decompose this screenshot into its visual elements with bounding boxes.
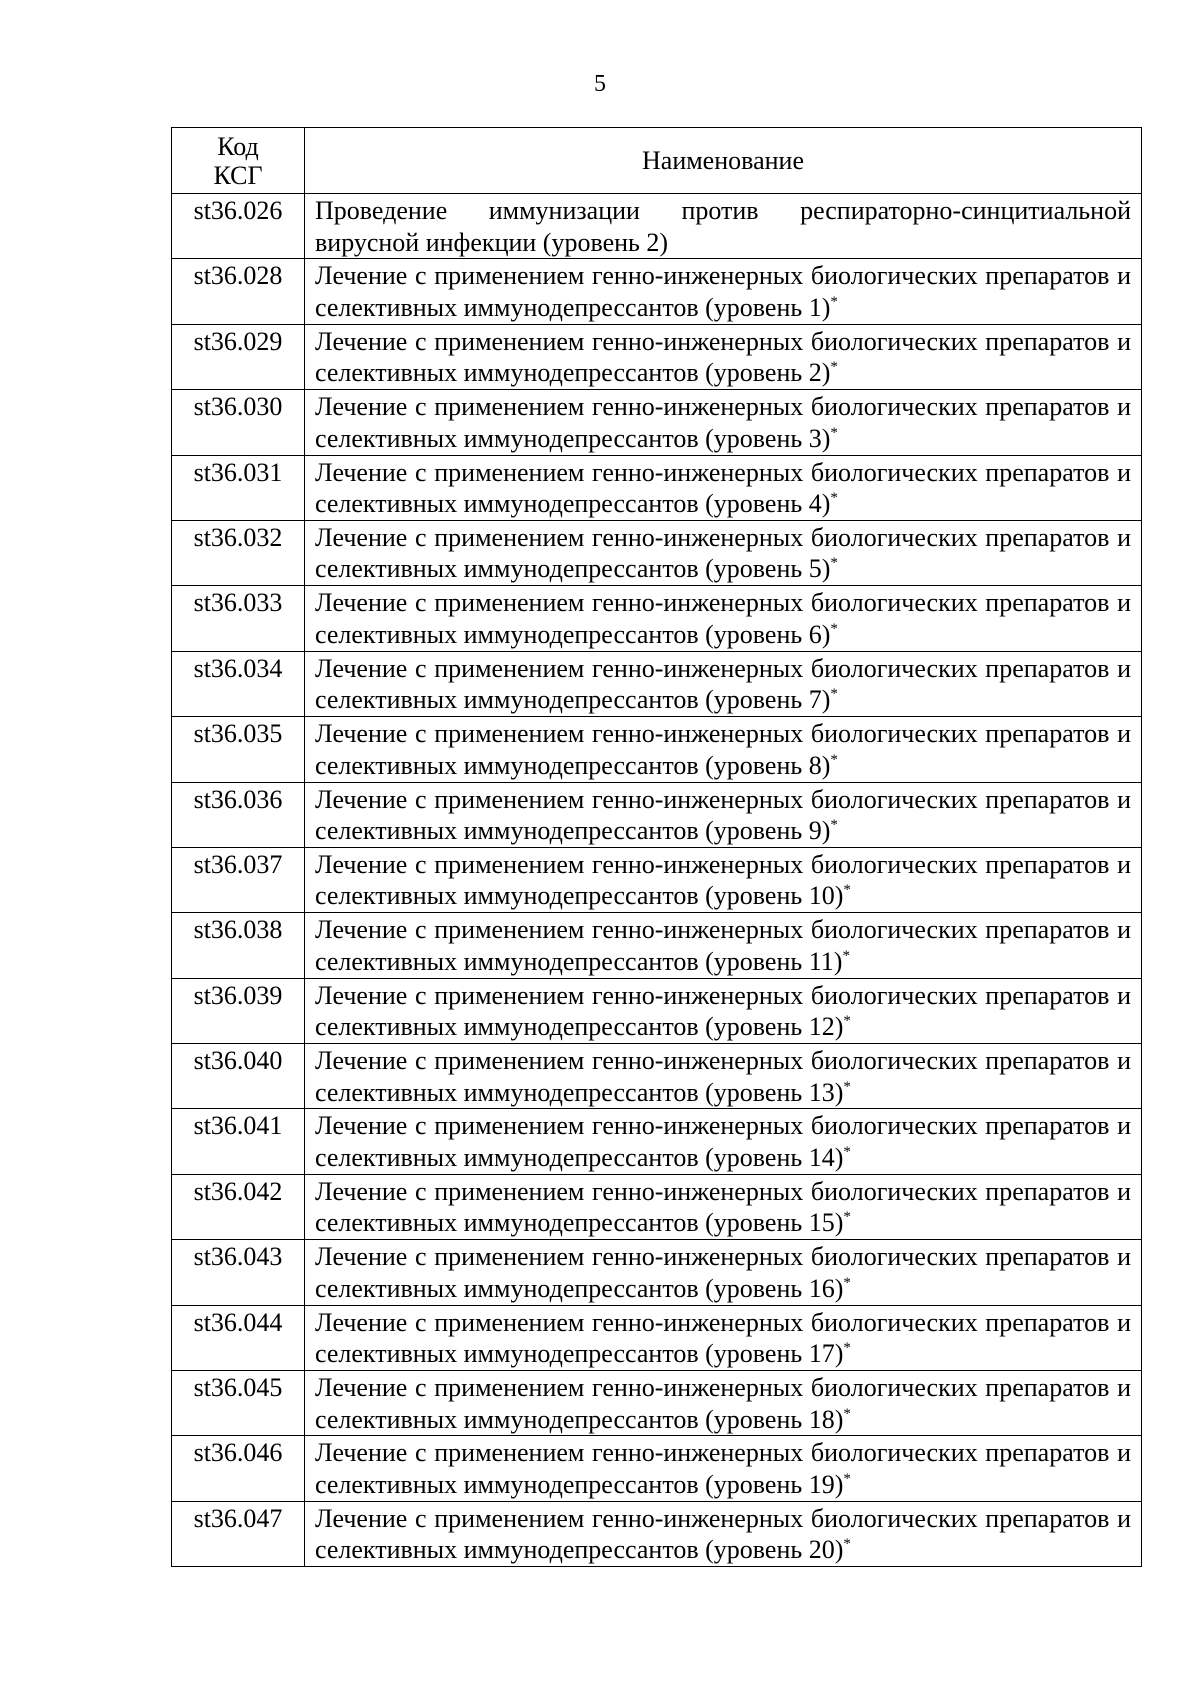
ksg-name-cell (305, 1174, 1142, 1239)
header-name: Наименование (305, 128, 1142, 194)
ksg-code-cell: st36.045 (172, 1371, 305, 1436)
ksg-name-cell (305, 847, 1142, 912)
ksg-name-cell (305, 1240, 1142, 1305)
ksg-name-text: Лечение с применением генно-инженерных биологических препаратов и селективных иммунодепрессантов (уровень 11) (315, 915, 1131, 976)
table-header-row (172, 128, 1142, 194)
ksg-name-cell (305, 717, 1142, 782)
table-row (172, 1436, 1142, 1501)
ksg-code-cell: st36.040 (172, 1044, 305, 1109)
ksg-name-cell (305, 1044, 1142, 1109)
table-row (172, 520, 1142, 585)
header-code-line1: Код (217, 131, 259, 161)
ksg-name-text: Лечение с применением генно-инженерных биологических препаратов и селективных иммунодепрессантов (уровень 16) (315, 1242, 1131, 1303)
ksg-name-cell (305, 390, 1142, 455)
ksg-code-cell: st36.044 (172, 1305, 305, 1370)
footnote-asterisk: * (830, 817, 838, 834)
footnote-asterisk: * (830, 359, 838, 376)
ksg-code-cell: st36.035 (172, 717, 305, 782)
ksg-name-text: Лечение с применением генно-инженерных биологических препаратов и селективных иммунодепрессантов (уровень 6) (315, 588, 1131, 649)
ksg-name-cell (305, 194, 1142, 259)
ksg-name-cell (305, 520, 1142, 585)
page-number: 5 (594, 71, 606, 97)
ksg-name-cell (305, 455, 1142, 520)
footnote-asterisk: * (830, 620, 838, 637)
table-row (172, 586, 1142, 651)
ksg-name-text: Лечение с применением генно-инженерных биологических препаратов и селективных иммунодепрессантов (уровень 9) (315, 784, 1131, 846)
ksg-name-text: Лечение с применением генно-инженерных биологических препаратов и селективных иммунодепрессантов (уровень 19) (315, 1438, 1131, 1499)
ksg-name-text: Лечение с применением генно-инженерных биологических препаратов и селективных иммунодепрессантов (уровень 17) (315, 1307, 1131, 1369)
footnote-asterisk: * (830, 686, 838, 703)
table-row (172, 390, 1142, 455)
table-row (172, 847, 1142, 912)
ksg-name-cell (305, 651, 1142, 716)
table-row (172, 1174, 1142, 1239)
footnote-asterisk: * (843, 1078, 851, 1095)
table-row (172, 913, 1142, 978)
ksg-name-cell (305, 1305, 1142, 1370)
ksg-name-text: Лечение с применением генно-инженерных биологических препаратов и селективных иммунодепрессантов (уровень 3) (315, 392, 1131, 453)
table-row (172, 194, 1142, 259)
ksg-code-cell: st36.046 (172, 1436, 305, 1501)
table-row (172, 782, 1142, 847)
ksg-name-text: Проведение иммунизации против респираторно-синцитиальной вирусной инфекции (уровень 2) (315, 196, 1131, 257)
ksg-name-cell (305, 978, 1142, 1043)
table-row (172, 455, 1142, 520)
table-row (172, 1501, 1142, 1566)
ksg-name-text: Лечение с применением генно-инженерных биологических препаратов и селективных иммунодепрессантов (уровень 14) (315, 1111, 1131, 1172)
footnote-asterisk: * (842, 947, 850, 964)
footnote-asterisk: * (843, 1143, 851, 1160)
footnote-asterisk: * (830, 424, 838, 441)
ksg-name-cell (305, 913, 1142, 978)
ksg-name-cell (305, 259, 1142, 324)
ksg-name-text: Лечение с применением генно-инженерных биологических препаратов и селективных иммунодепрессантов (уровень 12) (315, 980, 1131, 1042)
ksg-name-text: Лечение с применением генно-инженерных биологических препаратов и селективных иммунодепрессантов (уровень 7) (315, 653, 1131, 715)
ksg-code-cell: st36.038 (172, 913, 305, 978)
ksg-code-cell: st36.047 (172, 1501, 305, 1566)
ksg-name-cell (305, 1501, 1142, 1566)
ksg-name-text: Лечение с применением генно-инженерных биологических препаратов и селективных иммунодепрессантов (уровень 2) (315, 326, 1131, 388)
ksg-code-cell: st36.034 (172, 651, 305, 716)
ksg-code-cell: st36.032 (172, 520, 305, 585)
footnote-asterisk: * (843, 1340, 851, 1357)
ksg-code-cell: st36.036 (172, 782, 305, 847)
ksg-code-cell: st36.041 (172, 1109, 305, 1174)
table-row (172, 1371, 1142, 1436)
ksg-name-cell (305, 586, 1142, 651)
footnote-asterisk: * (830, 293, 838, 310)
footnote-asterisk: * (843, 1013, 851, 1030)
ksg-name-cell (305, 782, 1142, 847)
header-code (172, 128, 305, 194)
footnote-asterisk: * (843, 882, 851, 899)
footnote-asterisk: * (830, 490, 838, 507)
ksg-code-cell: st36.043 (172, 1240, 305, 1305)
table-body (172, 194, 1142, 1567)
footnote-asterisk: * (830, 555, 838, 572)
ksg-name-text: Лечение с применением генно-инженерных биологических препаратов и селективных иммунодепрессантов (уровень 1) (315, 261, 1131, 322)
ksg-code-cell: st36.029 (172, 324, 305, 389)
ksg-name-text: Лечение с применением генно-инженерных биологических препаратов и селективных иммунодепрессантов (уровень 4) (315, 457, 1131, 519)
ksg-code-cell: st36.030 (172, 390, 305, 455)
table-row (172, 1240, 1142, 1305)
ksg-name-text: Лечение с применением генно-инженерных биологических препаратов и селективных иммунодепрессантов (уровень 5) (315, 522, 1131, 584)
header-code-line2: КСГ (213, 160, 263, 190)
footnote-asterisk: * (843, 1470, 851, 1487)
ksg-name-cell (305, 324, 1142, 389)
ksg-name-text: Лечение с применением генно-инженерных биологических препаратов и селективных иммунодепрессантов (уровень 18) (315, 1373, 1131, 1434)
ksg-name-cell (305, 1371, 1142, 1436)
footnote-asterisk: * (843, 1209, 851, 1226)
ksg-name-text: Лечение с применением генно-инженерных биологических препаратов и селективных иммунодепрессантов (уровень 20) (315, 1503, 1131, 1565)
table-row (172, 324, 1142, 389)
ksg-code-cell: st36.042 (172, 1174, 305, 1239)
ksg-code-cell: st36.039 (172, 978, 305, 1043)
footnote-asterisk: * (843, 1274, 851, 1291)
table-row (172, 1044, 1142, 1109)
table-row (172, 717, 1142, 782)
footnote-asterisk: * (830, 751, 838, 768)
ksg-name-text: Лечение с применением генно-инженерных биологических препаратов и селективных иммунодепрессантов (уровень 15) (315, 1176, 1131, 1238)
table-row (172, 1305, 1142, 1370)
ksg-code-cell: st36.031 (172, 455, 305, 520)
table-row (172, 259, 1142, 324)
ksg-name-text: Лечение с применением генно-инженерных биологических препаратов и селективных иммунодепрессантов (уровень 13) (315, 1046, 1131, 1107)
ksg-table (171, 127, 1142, 1567)
ksg-code-cell: st36.028 (172, 259, 305, 324)
table-row (172, 978, 1142, 1043)
ksg-code-cell: st36.026 (172, 194, 305, 259)
ksg-code-cell: st36.033 (172, 586, 305, 651)
table-row (172, 1109, 1142, 1174)
footnote-asterisk: * (843, 1405, 851, 1422)
ksg-name-text: Лечение с применением генно-инженерных биологических препаратов и селективных иммунодепрессантов (уровень 10) (315, 849, 1131, 911)
ksg-code-cell: st36.037 (172, 847, 305, 912)
ksg-name-cell (305, 1436, 1142, 1501)
footnote-asterisk: * (843, 1536, 851, 1553)
ksg-name-text: Лечение с применением генно-инженерных биологических препаратов и селективных иммунодепрессантов (уровень 8) (315, 719, 1131, 780)
table-row (172, 651, 1142, 716)
ksg-name-cell (305, 1109, 1142, 1174)
